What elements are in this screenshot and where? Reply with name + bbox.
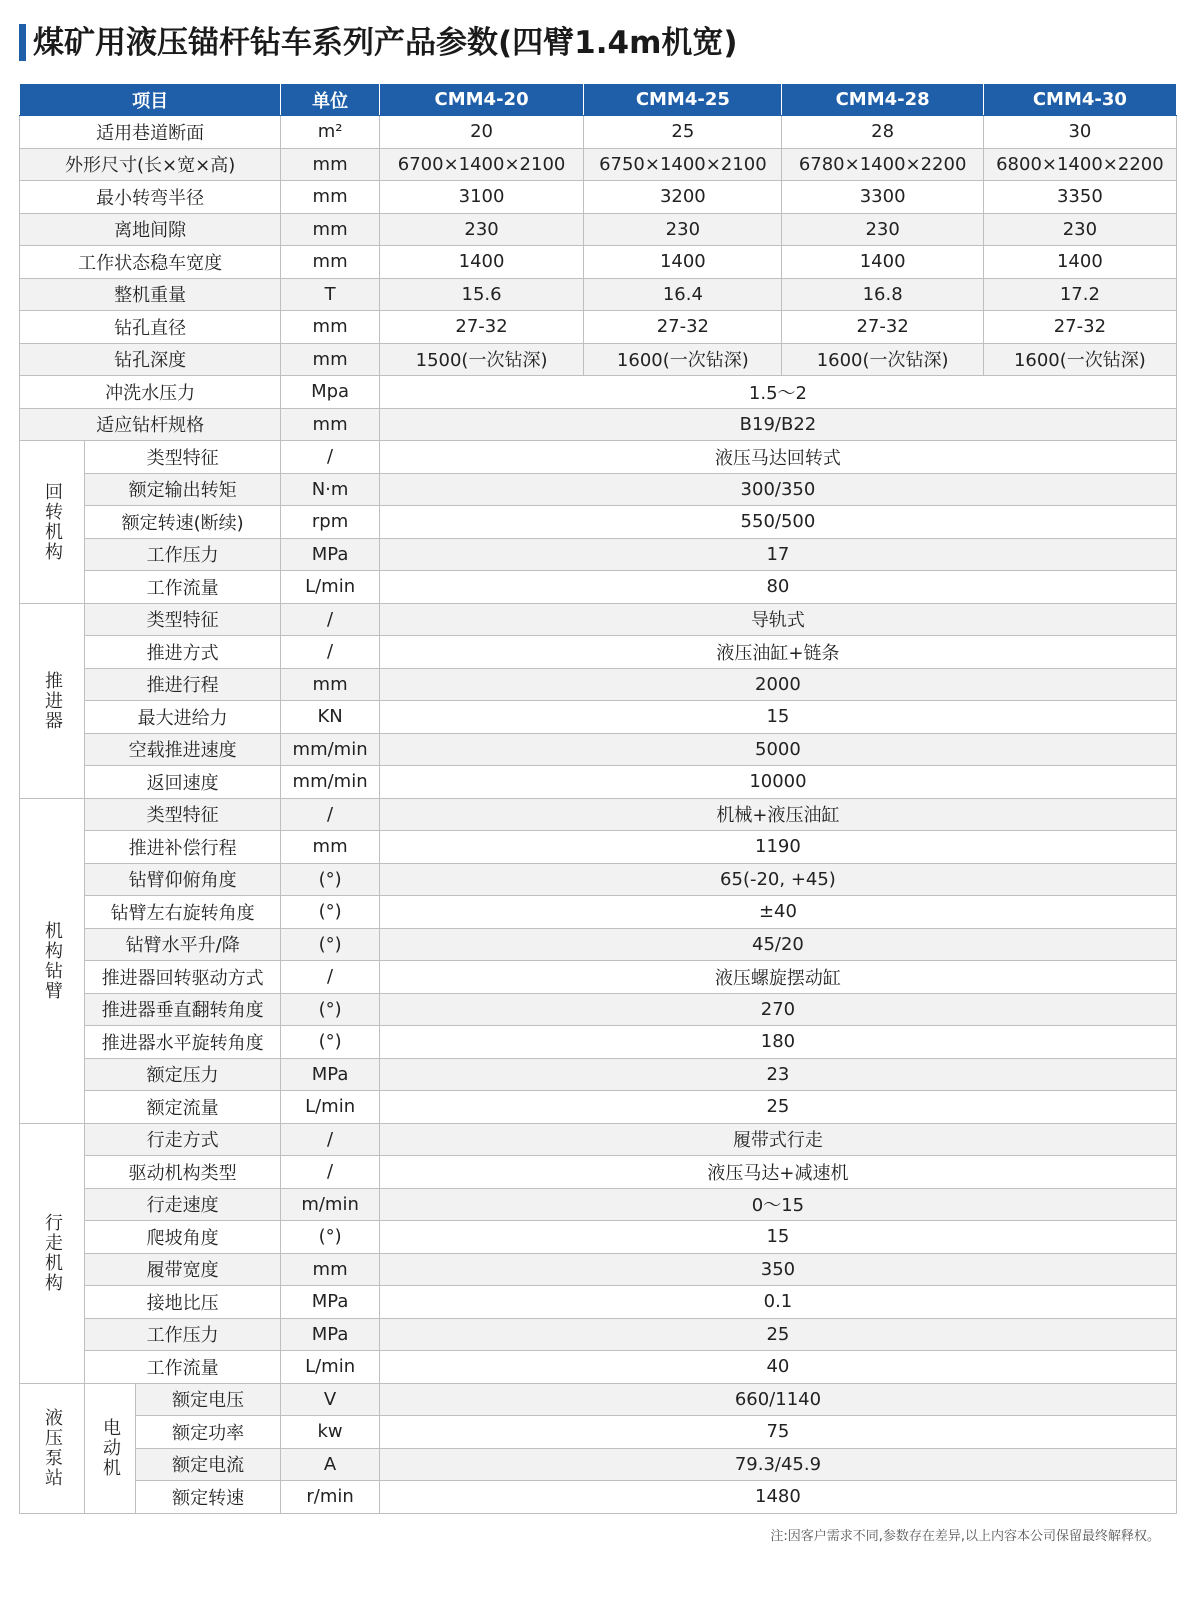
table-row xyxy=(20,1383,1177,1416)
param-name: 额定电压 xyxy=(135,1383,280,1416)
param-value: 15 xyxy=(379,701,1176,734)
param-unit: / xyxy=(281,636,380,669)
footnote: 注:因客户需求不同,参数存在差异,以上内容本公司保留最终解释权。 xyxy=(770,1529,1160,1544)
header-model: CMM4-25 xyxy=(584,84,782,116)
param-value: 16.4 xyxy=(584,278,782,311)
table-row xyxy=(20,376,1177,409)
param-value: 3350 xyxy=(983,181,1176,214)
param-unit: / xyxy=(281,1156,380,1189)
param-name: 钻孔深度 xyxy=(20,343,281,376)
param-unit: mm xyxy=(281,148,380,181)
param-value: 30 xyxy=(983,116,1176,149)
param-value: 1400 xyxy=(379,246,583,279)
table-row xyxy=(20,278,1177,311)
table-row xyxy=(20,116,1177,149)
param-value: 1.5～2 xyxy=(379,376,1176,409)
param-value: 3100 xyxy=(379,181,583,214)
param-value: 6800×1400×2200 xyxy=(983,148,1176,181)
param-value: 1600(一次钻深) xyxy=(983,343,1176,376)
param-value: 6700×1400×2100 xyxy=(379,148,583,181)
table-row xyxy=(20,928,1177,961)
table-row xyxy=(20,668,1177,701)
table-row xyxy=(20,506,1177,539)
param-name: 推进补偿行程 xyxy=(85,831,281,864)
param-name: 额定电流 xyxy=(135,1448,280,1481)
param-value: 3300 xyxy=(782,181,983,214)
param-name: 行走速度 xyxy=(85,1188,281,1221)
table-row xyxy=(20,1188,1177,1221)
param-value: 75 xyxy=(379,1416,1176,1449)
param-value: 15.6 xyxy=(379,278,583,311)
param-value: 1400 xyxy=(584,246,782,279)
param-name: 推进器回转驱动方式 xyxy=(85,961,281,994)
param-value: 6750×1400×2100 xyxy=(584,148,782,181)
param-unit: (°) xyxy=(281,896,380,929)
group-label: 回转机构 xyxy=(20,441,85,604)
table-row xyxy=(20,571,1177,604)
param-name: 离地间隙 xyxy=(20,213,281,246)
table-row xyxy=(20,1448,1177,1481)
param-value: 16.8 xyxy=(782,278,983,311)
param-value: 0.1 xyxy=(379,1286,1176,1319)
param-name: 额定转速(断续) xyxy=(85,506,281,539)
param-value: 65(-20, +45) xyxy=(379,863,1176,896)
param-unit: (°) xyxy=(281,1221,380,1254)
param-name: 履带宽度 xyxy=(85,1253,281,1286)
param-value: 27-32 xyxy=(782,311,983,344)
table-row xyxy=(20,181,1177,214)
param-value: 1500(一次钻深) xyxy=(379,343,583,376)
param-name: 驱动机构类型 xyxy=(85,1156,281,1189)
param-value: 230 xyxy=(584,213,782,246)
param-value: 230 xyxy=(782,213,983,246)
table-row xyxy=(20,636,1177,669)
table-row xyxy=(20,1156,1177,1189)
param-unit: (°) xyxy=(281,928,380,961)
param-unit: / xyxy=(281,961,380,994)
param-unit: mm xyxy=(281,311,380,344)
param-name: 外形尺寸(长×宽×高) xyxy=(20,148,281,181)
param-unit: / xyxy=(281,798,380,831)
param-unit: mm xyxy=(281,246,380,279)
group-label: 行走机构 xyxy=(20,1123,85,1383)
param-value: 17 xyxy=(379,538,1176,571)
param-name: 工作流量 xyxy=(85,571,281,604)
param-unit: mm/min xyxy=(281,766,380,799)
param-name: 额定功率 xyxy=(135,1416,280,1449)
param-name: 推进器垂直翻转角度 xyxy=(85,993,281,1026)
table-row xyxy=(20,993,1177,1026)
param-value: 25 xyxy=(584,116,782,149)
param-value: 15 xyxy=(379,1221,1176,1254)
table-row xyxy=(20,1221,1177,1254)
param-value: 27-32 xyxy=(379,311,583,344)
param-unit: L/min xyxy=(281,1351,380,1384)
param-value: 660/1140 xyxy=(379,1383,1176,1416)
param-unit: m/min xyxy=(281,1188,380,1221)
param-value: 40 xyxy=(379,1351,1176,1384)
param-value: 导轨式 xyxy=(379,603,1176,636)
table-row xyxy=(20,538,1177,571)
param-value: ±40 xyxy=(379,896,1176,929)
param-unit: mm xyxy=(281,831,380,864)
param-unit: L/min xyxy=(281,1091,380,1124)
param-unit: MPa xyxy=(281,538,380,571)
param-value: 10000 xyxy=(379,766,1176,799)
param-name: 工作状态稳车宽度 xyxy=(20,246,281,279)
param-unit: MPa xyxy=(281,1318,380,1351)
table-row xyxy=(20,1253,1177,1286)
param-unit: N·m xyxy=(281,473,380,506)
param-value: 液压马达回转式 xyxy=(379,441,1176,474)
param-name: 额定转速 xyxy=(135,1481,280,1514)
param-value: 1190 xyxy=(379,831,1176,864)
header-model: CMM4-28 xyxy=(782,84,983,116)
table-row xyxy=(20,961,1177,994)
param-unit: mm xyxy=(281,181,380,214)
param-name: 额定流量 xyxy=(85,1091,281,1124)
param-value: 3200 xyxy=(584,181,782,214)
table-row xyxy=(20,1123,1177,1156)
param-unit: kw xyxy=(281,1416,380,1449)
param-unit: / xyxy=(281,441,380,474)
param-value: 28 xyxy=(782,116,983,149)
param-unit: / xyxy=(281,603,380,636)
subgroup-label: 电动机 xyxy=(85,1383,136,1513)
table-row xyxy=(20,603,1177,636)
group-label: 液压泵站 xyxy=(20,1383,85,1513)
table-row xyxy=(20,246,1177,279)
param-unit: KN xyxy=(281,701,380,734)
header-unit: 单位 xyxy=(281,84,380,116)
param-name: 钻孔直径 xyxy=(20,311,281,344)
param-value: 180 xyxy=(379,1026,1176,1059)
table-row xyxy=(20,1416,1177,1449)
param-name: 推进器水平旋转角度 xyxy=(85,1026,281,1059)
table-header-row xyxy=(20,84,1177,116)
param-name: 最小转弯半径 xyxy=(20,181,281,214)
param-value: 1600(一次钻深) xyxy=(584,343,782,376)
param-value: 550/500 xyxy=(379,506,1176,539)
param-unit: mm xyxy=(281,408,380,441)
param-name: 推进方式 xyxy=(85,636,281,669)
param-unit: (°) xyxy=(281,863,380,896)
param-value: 25 xyxy=(379,1318,1176,1351)
group-label: 机构钻臂 xyxy=(20,798,85,1123)
param-value: 350 xyxy=(379,1253,1176,1286)
param-value: 1400 xyxy=(782,246,983,279)
param-name: 类型特征 xyxy=(85,798,281,831)
param-value: 液压马达+减速机 xyxy=(379,1156,1176,1189)
param-name: 最大进给力 xyxy=(85,701,281,734)
param-unit: mm xyxy=(281,213,380,246)
header-model: CMM4-30 xyxy=(983,84,1176,116)
param-value: 230 xyxy=(983,213,1176,246)
param-name: 接地比压 xyxy=(85,1286,281,1319)
param-name: 空载推进速度 xyxy=(85,733,281,766)
param-unit: r/min xyxy=(281,1481,380,1514)
param-name: 返回速度 xyxy=(85,766,281,799)
param-unit: / xyxy=(281,1123,380,1156)
param-value: 79.3/45.9 xyxy=(379,1448,1176,1481)
param-name: 额定压力 xyxy=(85,1058,281,1091)
param-name: 冲洗水压力 xyxy=(20,376,281,409)
param-value: B19/B22 xyxy=(379,408,1176,441)
param-name: 类型特征 xyxy=(85,441,281,474)
param-name: 爬坡角度 xyxy=(85,1221,281,1254)
param-unit: T xyxy=(281,278,380,311)
table-row xyxy=(20,896,1177,929)
table-row xyxy=(20,1481,1177,1514)
param-value: 6780×1400×2200 xyxy=(782,148,983,181)
table-row xyxy=(20,1058,1177,1091)
param-unit: MPa xyxy=(281,1286,380,1319)
param-unit: m² xyxy=(281,116,380,149)
param-unit: Mpa xyxy=(281,376,380,409)
page-title: 煤矿用液压锚杆钻车系列产品参数(四臂1.4m机宽) xyxy=(33,25,738,61)
param-value: 液压螺旋摆动缸 xyxy=(379,961,1176,994)
group-label: 推进器 xyxy=(20,603,85,798)
param-unit: L/min xyxy=(281,571,380,604)
param-value: 机械+液压油缸 xyxy=(379,798,1176,831)
param-name: 推进行程 xyxy=(85,668,281,701)
param-unit: mm/min xyxy=(281,733,380,766)
param-unit: mm xyxy=(281,668,380,701)
param-value: 80 xyxy=(379,571,1176,604)
param-value: 1480 xyxy=(379,1481,1176,1514)
param-unit: mm xyxy=(281,343,380,376)
table-row xyxy=(20,798,1177,831)
title-accent-bar xyxy=(19,24,26,61)
param-value: 27-32 xyxy=(584,311,782,344)
table-row xyxy=(20,441,1177,474)
param-name: 适应钻杆规格 xyxy=(20,408,281,441)
param-value: 230 xyxy=(379,213,583,246)
param-value: 23 xyxy=(379,1058,1176,1091)
param-unit: rpm xyxy=(281,506,380,539)
param-value: 17.2 xyxy=(983,278,1176,311)
table-row xyxy=(20,311,1177,344)
param-value: 270 xyxy=(379,993,1176,1026)
table-row xyxy=(20,733,1177,766)
param-value: 25 xyxy=(379,1091,1176,1124)
param-unit: A xyxy=(281,1448,380,1481)
table-row xyxy=(20,1351,1177,1384)
table-row xyxy=(20,213,1177,246)
table-row xyxy=(20,701,1177,734)
header-item: 项目 xyxy=(20,84,281,116)
param-value: 5000 xyxy=(379,733,1176,766)
table-row xyxy=(20,1286,1177,1319)
param-name: 钻臂左右旋转角度 xyxy=(85,896,281,929)
table-row xyxy=(20,1318,1177,1351)
param-unit: MPa xyxy=(281,1058,380,1091)
param-value: 2000 xyxy=(379,668,1176,701)
param-value: 液压油缸+链条 xyxy=(379,636,1176,669)
table-row xyxy=(20,863,1177,896)
table-row xyxy=(20,343,1177,376)
param-value: 27-32 xyxy=(983,311,1176,344)
param-name: 类型特征 xyxy=(85,603,281,636)
param-value: 1400 xyxy=(983,246,1176,279)
table-row xyxy=(20,766,1177,799)
spec-table xyxy=(19,83,1177,1514)
param-value: 45/20 xyxy=(379,928,1176,961)
param-name: 行走方式 xyxy=(85,1123,281,1156)
table-row xyxy=(20,831,1177,864)
table-row xyxy=(20,148,1177,181)
param-value: 1600(一次钻深) xyxy=(782,343,983,376)
param-unit: mm xyxy=(281,1253,380,1286)
param-value: 20 xyxy=(379,116,583,149)
param-name: 钻臂仰俯角度 xyxy=(85,863,281,896)
param-name: 适用巷道断面 xyxy=(20,116,281,149)
header-model: CMM4-20 xyxy=(379,84,583,116)
param-name: 额定输出转矩 xyxy=(85,473,281,506)
param-name: 工作压力 xyxy=(85,1318,281,1351)
param-unit: (°) xyxy=(281,993,380,1026)
table-row xyxy=(20,408,1177,441)
table-row xyxy=(20,1026,1177,1059)
param-name: 钻臂水平升/降 xyxy=(85,928,281,961)
param-name: 工作压力 xyxy=(85,538,281,571)
param-name: 工作流量 xyxy=(85,1351,281,1384)
param-value: 300/350 xyxy=(379,473,1176,506)
table-row xyxy=(20,1091,1177,1124)
param-value: 履带式行走 xyxy=(379,1123,1176,1156)
table-row xyxy=(20,473,1177,506)
param-value: 0～15 xyxy=(379,1188,1176,1221)
param-unit: (°) xyxy=(281,1026,380,1059)
param-unit: V xyxy=(281,1383,380,1416)
param-name: 整机重量 xyxy=(20,278,281,311)
